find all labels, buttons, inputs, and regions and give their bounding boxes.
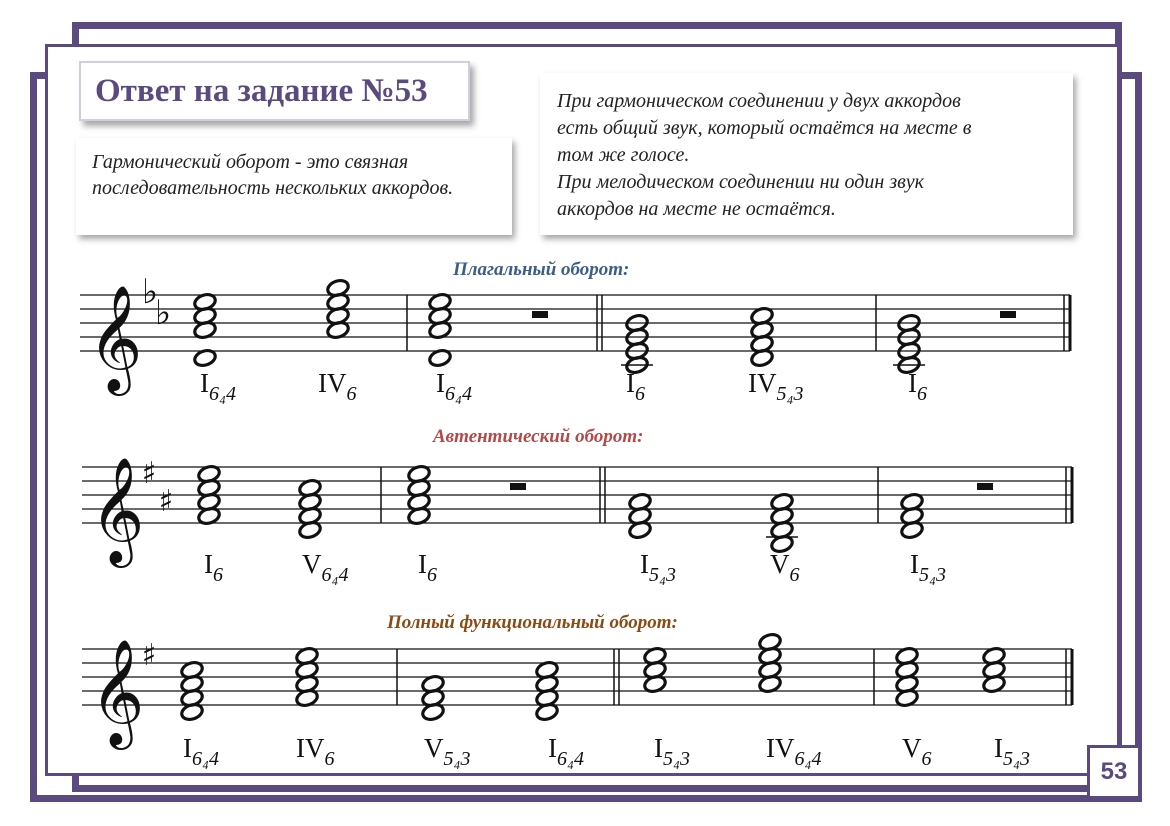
chord-degree: I bbox=[654, 733, 663, 763]
chord-label bbox=[994, 733, 1030, 770]
chord-degree: V bbox=[302, 549, 322, 579]
chord-label bbox=[296, 733, 335, 770]
whole-rest-icon bbox=[977, 483, 993, 490]
chord-degree: I bbox=[994, 733, 1003, 763]
treble-clef-icon: 𝄞 bbox=[90, 456, 145, 563]
chord-label bbox=[640, 549, 676, 586]
page-number: 53 bbox=[1087, 745, 1141, 799]
chord-label bbox=[418, 549, 437, 586]
chord-label bbox=[424, 733, 471, 770]
chord-label bbox=[548, 733, 584, 770]
chord-label bbox=[654, 733, 690, 770]
chord-degree: I bbox=[910, 549, 919, 579]
chord-inversion: 6₄4 bbox=[209, 383, 236, 405]
whole-rest-icon bbox=[532, 311, 548, 318]
chord-degree: I bbox=[436, 368, 445, 398]
treble-clef-icon: 𝄞 bbox=[90, 638, 145, 745]
chord-degree: IV bbox=[766, 733, 795, 763]
chord-inversion: 5₄3 bbox=[443, 748, 471, 770]
treble-clef-icon: 𝄞 bbox=[88, 284, 143, 391]
chord-label bbox=[770, 549, 800, 586]
chord-degree: V bbox=[902, 733, 922, 763]
authentic-heading: Автентический оборот: bbox=[433, 426, 644, 447]
chord-label bbox=[183, 733, 219, 770]
full-heading: Полный функциональный оборот: bbox=[387, 612, 678, 633]
chord-inversion: 6 bbox=[213, 564, 223, 586]
chord-inversion: 6 bbox=[324, 748, 335, 770]
definition-text: Гармонический оборот - это связная последовательность нескольких аккордов. bbox=[92, 151, 454, 199]
chord-label bbox=[626, 368, 645, 405]
chord-label bbox=[318, 368, 357, 405]
chord-label bbox=[748, 368, 804, 405]
chord-degree: V bbox=[770, 549, 790, 579]
chord-label bbox=[908, 368, 927, 405]
chord-inversion: 6 bbox=[917, 383, 927, 405]
chord-label bbox=[302, 549, 349, 586]
chord-inversion: 6 bbox=[921, 748, 932, 770]
chord-label bbox=[902, 733, 932, 770]
chord-degree: IV bbox=[296, 733, 325, 763]
chord-inversion: 5₄3 bbox=[919, 564, 946, 586]
chord-label bbox=[436, 368, 472, 405]
sharp-icon: ♯ bbox=[141, 456, 157, 491]
chord-degree: I bbox=[548, 733, 557, 763]
chord-inversion: 5₄3 bbox=[776, 383, 804, 405]
chord-degree: I bbox=[626, 368, 635, 398]
whole-rest-icon bbox=[510, 483, 526, 490]
chord-label bbox=[200, 368, 236, 405]
chord-inversion: 5₄3 bbox=[663, 748, 690, 770]
melodic-rule: При мелодическом соединении ни один звук аккордов на месте не остаётся. bbox=[557, 171, 925, 220]
chord-inversion: 6 bbox=[427, 564, 437, 586]
flat-icon: ♭ bbox=[154, 293, 172, 333]
page-title: Ответ на задание №53 bbox=[95, 73, 428, 109]
chord-inversion: 5₄3 bbox=[1003, 748, 1030, 770]
chord-inversion: 6 bbox=[789, 564, 800, 586]
chord-degree: I bbox=[200, 368, 209, 398]
chord-inversion: 6₄4 bbox=[445, 383, 472, 405]
chord-inversion: 6₄4 bbox=[192, 748, 219, 770]
chord-degree: I bbox=[908, 368, 917, 398]
chord-label bbox=[910, 549, 946, 586]
chord-inversion: 6₄4 bbox=[321, 564, 349, 586]
chord-degree: I bbox=[183, 733, 192, 763]
flat-icon: ♭ bbox=[141, 272, 159, 312]
whole-rest-icon bbox=[1000, 311, 1016, 318]
chord-degree: I bbox=[418, 549, 427, 579]
chord-inversion: 6 bbox=[635, 383, 645, 405]
chord-degree: I bbox=[640, 549, 649, 579]
chord-degree: IV bbox=[318, 368, 347, 398]
chord-label bbox=[766, 733, 822, 770]
chord-degree: V bbox=[424, 733, 444, 763]
chord-inversion: 6₄4 bbox=[557, 748, 584, 770]
chord-inversion: 6 bbox=[346, 383, 357, 405]
chord-inversion: 6₄4 bbox=[794, 748, 822, 770]
chord-degree: I bbox=[204, 549, 213, 579]
chord-inversion: 5₄3 bbox=[649, 564, 676, 586]
chord-degree: IV bbox=[748, 368, 777, 398]
sharp-icon: ♯ bbox=[158, 484, 174, 519]
harmonic-rule: При гармоническом соединении у двух аккордов есть общий звук, который остаётся на месте в том же голосе. bbox=[557, 90, 972, 166]
plagal-heading: Плагальный оборот: bbox=[453, 259, 630, 280]
sharp-icon: ♯ bbox=[141, 638, 157, 673]
chord-label bbox=[204, 549, 223, 586]
